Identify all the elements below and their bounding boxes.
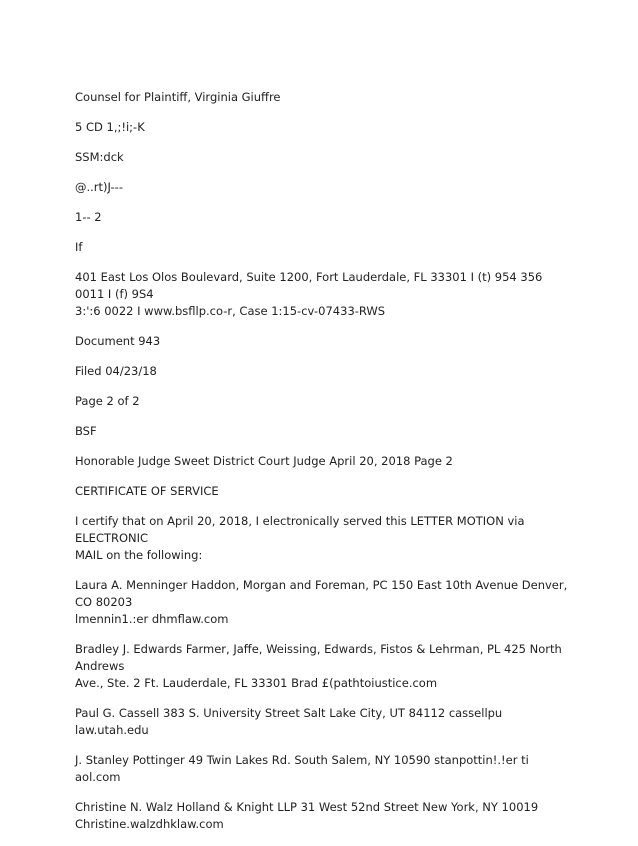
service-recipient: J. Stanley Pottinger 49 Twin Lakes Rd. South Salem, NY 10590 stanpottin!.!er ti aol.com xyxy=(75,753,529,784)
certificate-heading: CERTIFICATE OF SERVICE xyxy=(75,484,219,498)
document-body xyxy=(75,89,575,846)
ocr-fragment-line: @..rt)J--- xyxy=(75,180,123,194)
page-number: Page 2 of 2 xyxy=(75,394,140,408)
certification-statement: I certify that on April 20, 2018, I electronically served this LETTER MOTION via ELECTRONIC MAIL on the following: xyxy=(75,514,525,562)
filed-date: Filed 04/23/18 xyxy=(75,364,157,378)
ocr-fragment-line-2: 1-- 2 xyxy=(75,210,102,224)
addressee-header: Honorable Judge Sweet District Court Judge April 20, 2018 Page 2 xyxy=(75,454,453,468)
service-recipient: Christine N. Walz Holland & Knight LLP 31 West 52nd Street New York, NY 10019 Christine.walzdhklaw.com xyxy=(75,800,539,831)
document-number: Document 943 xyxy=(75,334,161,348)
service-recipient: Bradley J. Edwards Farmer, Jaffe, Weissing, Edwards, Fistos & Lehrman, PL 425 North Andrews Ave., Ste. 2 Ft. Lauderdale, FL 33301 Brad £(pathtoiustice.com xyxy=(75,642,562,690)
firm-initials: BSF xyxy=(75,424,97,438)
initials-line: SSM:dck xyxy=(75,150,124,164)
ocr-fragment-line-3: If xyxy=(75,240,83,254)
counsel-line: Counsel for Plaintiff, Virginia Giuffre xyxy=(75,90,281,104)
reference-line: 5 CD 1,;!i;-K xyxy=(75,120,145,134)
service-recipient: Paul G. Cassell 383 S. University Street Salt Lake City, UT 84112 cassellpu law.utah.edu xyxy=(75,706,503,737)
firm-address: 401 East Los Olos Boulevard, Suite 1200, Fort Lauderdale, FL 33301 I (t) 954 356 0011 I (f) 9S4 3:':6 0022 I www.bsfllp.co-r, Case 1:15-cv-07433-RWS xyxy=(75,270,543,318)
service-recipient: Laura A. Menninger Haddon, Morgan and Foreman, PC 150 East 10th Avenue Denver, CO 80203 lmennin1.:er dhmflaw.com xyxy=(75,578,568,626)
